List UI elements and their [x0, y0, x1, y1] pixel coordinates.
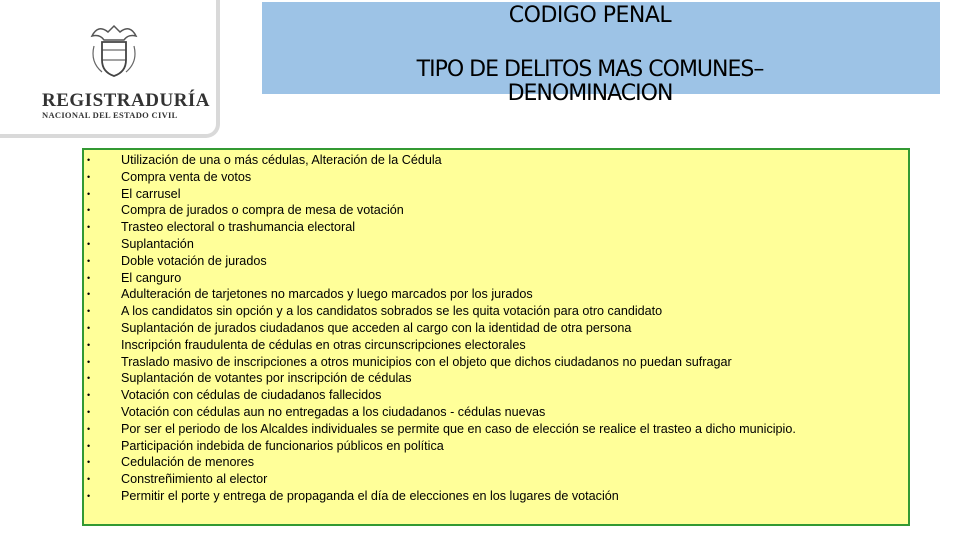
list-item: • Compra de jurados o compra de mesa de votación	[84, 202, 900, 219]
list-item: • Constreñimiento al elector	[84, 471, 900, 488]
list-item: • Trasteo electoral o trashumancia electoral	[84, 219, 900, 236]
page-title: CODIGO PENAL	[508, 3, 672, 28]
list-item: • Inscripción fraudulenta de cédulas en otras circunscripciones electorales	[84, 337, 900, 354]
list-item: • Por ser el periodo de los Alcaldes individuales se permite que en caso de elección se realice el trasteo a dicho municipio.	[84, 421, 900, 438]
crime-list	[84, 152, 900, 505]
list-item: • Cedulación de menores	[84, 454, 900, 471]
list-item: • Traslado masivo de inscripciones a otros municipios con el objeto que dichos ciudadanos no puedan sufragar	[84, 354, 900, 371]
list-item: • Participación indebida de funcionarios públicos en política	[84, 438, 900, 455]
brand-name: REGISTRADURÍA	[42, 90, 211, 111]
list-item: • Utilización de una o más cédulas, Alteración de la Cédula	[84, 152, 900, 169]
list-item: • Doble votación de jurados	[84, 253, 900, 270]
list-item: • Compra venta de votos	[84, 169, 900, 186]
list-item: • Suplantación	[84, 236, 900, 253]
list-item: • Permitir el porte y entrega de propaganda el día de elecciones en los lugares de votación	[84, 488, 900, 505]
brand-subtitle: NACIONAL DEL ESTADO CIVIL	[42, 110, 178, 120]
list-item: • El carrusel	[84, 186, 900, 203]
list-item: • El canguro	[84, 270, 900, 287]
list-item: • Suplantación de jurados ciudadanos que acceden al cargo con la identidad de otra persona	[84, 320, 900, 337]
list-item: • A los candidatos sin opción y a los candidatos sobrados se les quita votación para otro candidato	[84, 303, 900, 320]
coat-of-arms-icon	[88, 22, 140, 80]
list-item: • Votación con cédulas de ciudadanos fallecidos	[84, 387, 900, 404]
list-item: • Adulteración de tarjetones no marcados y luego marcados por los jurados	[84, 286, 900, 303]
list-item: • Suplantación de votantes por inscripción de cédulas	[84, 370, 900, 387]
page-subtitle: TIPO DE DELITOS MAS COMUNES–DENOMINACION	[416, 57, 764, 106]
list-item: • Votación con cédulas aun no entregadas a los ciudadanos - cédulas nuevas	[84, 404, 900, 421]
logo-card	[0, 0, 220, 138]
